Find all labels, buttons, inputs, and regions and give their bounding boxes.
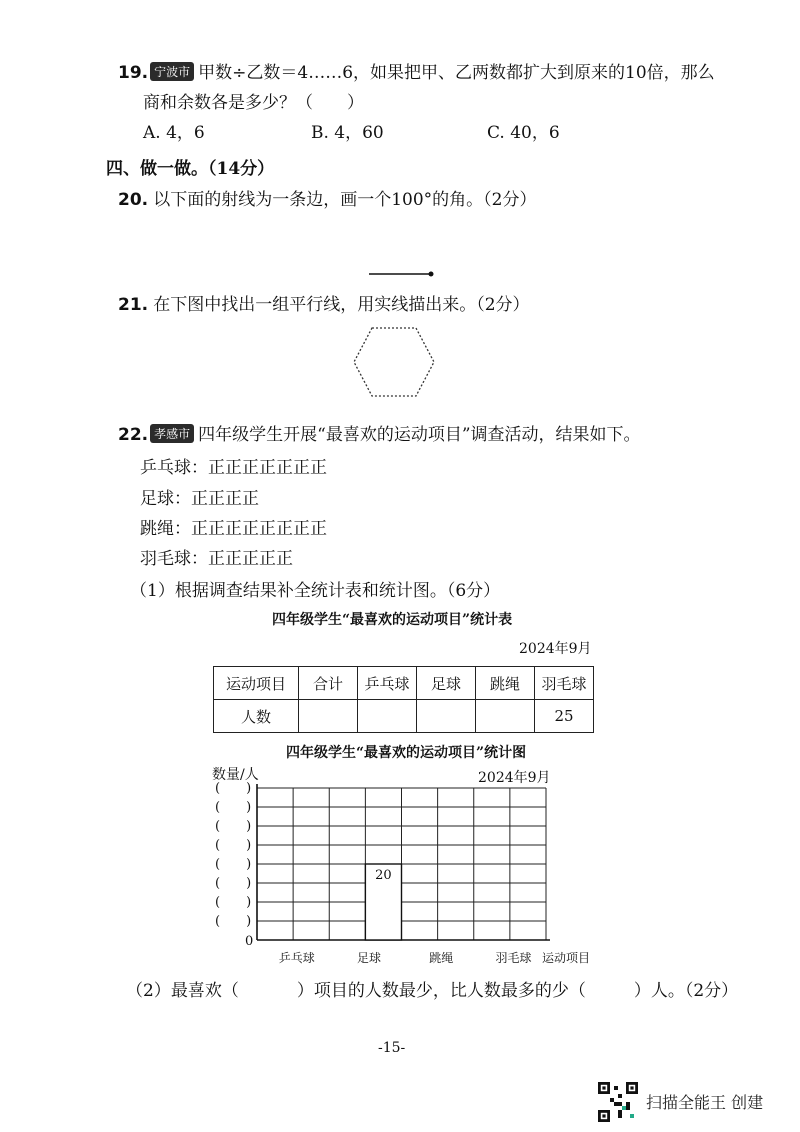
table-title: 四年级学生“最喜欢的运动项目”统计表 [272,612,513,628]
table-header: 乒乓球 [358,667,417,700]
x-tick-label: 羽毛球 [495,951,532,965]
chart-date: 2024年9月 [478,770,551,786]
x-axis-label: 运动项目 [542,951,591,965]
part-1-instruction: （1）根据调查结果补全统计表和统计图。（6分） [130,581,501,601]
y-tick-blank: ( ) [215,895,252,910]
statistics-table [213,666,594,733]
answer-cell-football[interactable] [417,700,476,733]
question-text: 在下图中找出一组平行线，用实线描出来。（2分） [153,295,530,315]
question-20 [118,185,536,210]
y-tick-blank: ( ) [215,914,252,929]
bar-label: 20 [375,868,392,883]
y-tick-blank: ( ) [215,800,252,815]
question-number: 21. [118,295,149,315]
option-c: C. 40，6 [487,123,560,143]
part-2-question: （2）最喜欢（ ）项目的人数最少，比人数最多的少（ ）人。（2分） [126,981,739,1001]
question-number: 19. [118,63,149,83]
table-cell-badminton: 25 [535,700,594,733]
table-header: 合计 [299,667,358,700]
question-19-line2: 商和余数各是多少？（ ） [143,93,364,113]
tally-row: 足球：正正正正 [140,489,259,509]
y-tick-blank: ( ) [215,857,252,872]
question-21 [118,290,530,315]
answer-cell-pingpong[interactable] [358,700,417,733]
question-22 [118,420,641,445]
question-number: 22. [118,425,149,445]
table-header: 跳绳 [476,667,535,700]
y-tick-blank: ( ) [215,876,252,891]
x-tick-label: 足球 [356,951,381,965]
table-date: 2024年9月 [519,641,592,657]
table-row [214,700,594,733]
ray-figure[interactable] [365,268,437,280]
answer-cell-rope[interactable] [476,700,535,733]
table-header-row [214,667,594,700]
tally-row: 跳绳：正正正正正正正正 [140,519,327,539]
table-header: 羽毛球 [535,667,594,700]
table-header: 足球 [417,667,476,700]
qr-code-icon [598,1082,638,1122]
table-header: 运动项目 [214,667,299,700]
bar-chart [205,780,605,970]
y-tick-blank: ( ) [215,781,252,796]
region-tag: 孝感市 [150,424,194,443]
chart-title: 四年级学生“最喜欢的运动项目”统计图 [286,745,527,761]
answer-cell-total[interactable] [299,700,358,733]
watermark-text: 扫描全能王 创建 [646,1093,764,1112]
option-a: A. 4，6 [143,123,205,143]
y-tick-blank: ( ) [215,819,252,834]
x-tick-label: 跳绳 [429,951,454,965]
tally-row: 羽毛球：正正正正正 [140,549,293,569]
question-19 [118,58,715,83]
question-text: 甲数÷乙数＝4……6，如果把甲、乙两数都扩大到原来的10倍，那么 [198,63,715,83]
region-tag: 宁波市 [150,62,194,81]
option-b: B. 4，60 [311,123,384,143]
question-text: 以下面的射线为一条边，画一个100°的角。（2分） [153,190,537,210]
hexagon-figure[interactable] [348,322,440,402]
page-number: -15- [378,1040,406,1056]
x-tick-label: 乒乓球 [278,951,315,965]
row-label: 人数 [214,700,299,733]
y-tick-label: 0 [245,934,254,949]
y-axis-label: 数量/人 [212,767,259,783]
question-number: 20. [118,190,149,210]
section-title: 四、做一做。（14分） [106,159,275,179]
question-text: 四年级学生开展“最喜欢的运动项目”调查活动，结果如下。 [198,425,641,445]
y-tick-blank: ( ) [215,838,252,853]
tally-row: 乒乓球：正正正正正正正 [140,458,327,478]
